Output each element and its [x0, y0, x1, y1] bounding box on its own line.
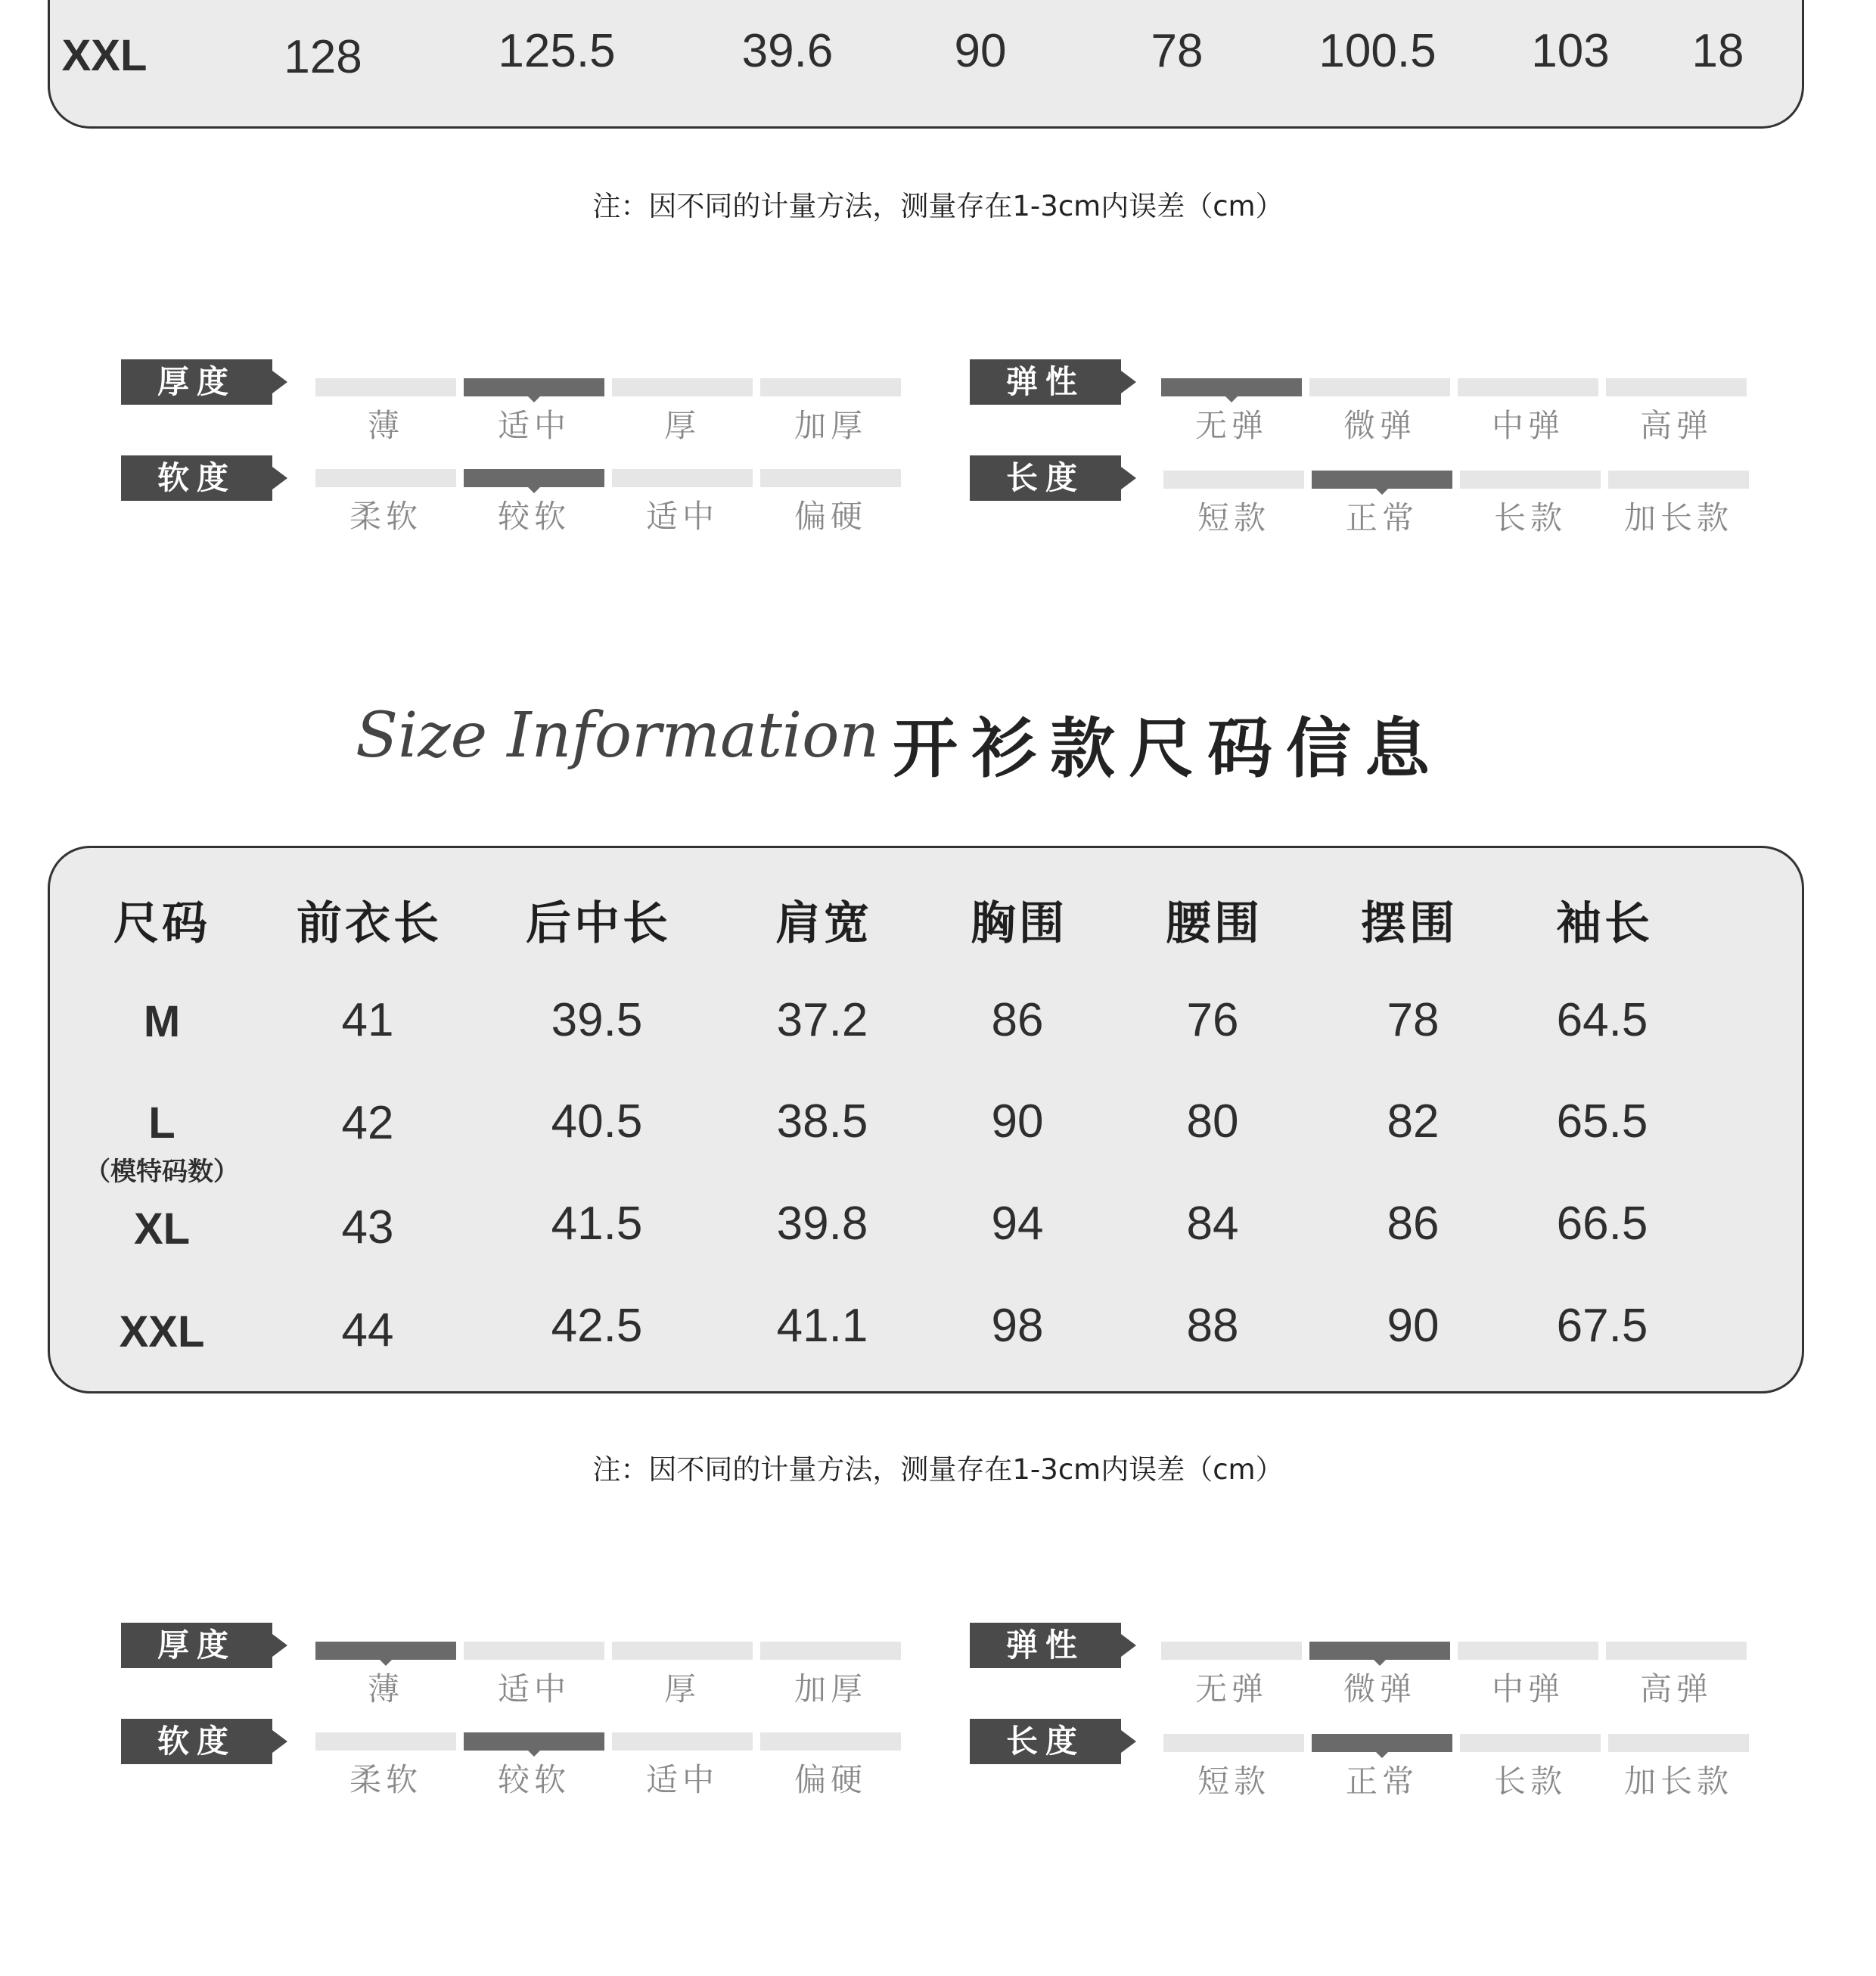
table-cell: 80	[1186, 1095, 1239, 1148]
thickness-option: 薄	[367, 407, 404, 444]
thickness-scale-segment	[464, 1642, 604, 1660]
length-tag: 长度	[970, 455, 1121, 501]
elasticity-option: 微弹	[1343, 407, 1416, 444]
thickness-scale-segment	[612, 378, 753, 396]
elasticity-option: 无弹	[1194, 1670, 1268, 1707]
elasticity-scale-segment	[1309, 378, 1450, 396]
measurement-note: 注：因不同的计量方法，测量存在1-3cm内误差（cm）	[592, 190, 1284, 222]
table-cell: 84	[1186, 1198, 1239, 1250]
table-cell: 64.5	[1556, 994, 1648, 1046]
table-cell: 40.5	[551, 1095, 643, 1148]
thickness-option: 薄	[367, 1670, 404, 1707]
softness-scale-segment	[760, 1732, 901, 1751]
section-title: 开衫款尺码信息	[893, 711, 1443, 787]
softness-option: 偏硬	[794, 1761, 867, 1798]
table-cell: 90	[991, 1095, 1044, 1148]
length-scale-segment	[1163, 471, 1304, 489]
length-option: 短款	[1197, 499, 1270, 536]
softness-option: 适中	[645, 498, 719, 535]
elasticity-scale-segment	[1606, 378, 1747, 396]
length-option: 加长款	[1623, 1763, 1733, 1800]
length-scale-segment	[1163, 1734, 1304, 1752]
column-header: 胸围	[971, 898, 1067, 949]
elasticity-scale-segment	[1458, 1642, 1598, 1660]
table-cell: 39.8	[776, 1198, 868, 1250]
table-cell: 88	[1186, 1300, 1239, 1352]
softness-option: 较软	[497, 1761, 570, 1798]
thickness-option: 加厚	[794, 407, 867, 444]
table-cell: 76	[1186, 994, 1239, 1046]
elasticity-scale-segment-selected	[1161, 378, 1302, 396]
softness-scale-segment	[760, 469, 901, 487]
table-cell: 65.5	[1556, 1095, 1648, 1148]
softness-option: 较软	[497, 498, 570, 535]
thickness-option: 加厚	[794, 1670, 867, 1707]
length-scale-segment	[1460, 471, 1601, 489]
column-header: 前衣长	[297, 898, 442, 949]
length-option: 正常	[1345, 499, 1418, 536]
elasticity-scale-segment-selected	[1309, 1642, 1450, 1660]
elasticity-option: 中弹	[1491, 407, 1564, 444]
column-header: 摆围	[1361, 898, 1458, 949]
table-cell: 98	[991, 1300, 1044, 1352]
thickness-scale-segment	[612, 1642, 753, 1660]
size-sublabel: （模特码数）	[85, 1157, 239, 1186]
softness-scale-segment-selected	[464, 469, 604, 487]
softness-scale-segment	[315, 469, 456, 487]
length-tag: 长度	[970, 1719, 1121, 1764]
table-cell: 67.5	[1556, 1300, 1648, 1352]
thickness-option: 适中	[497, 407, 570, 444]
table-cell: 128	[284, 31, 362, 83]
table-cell: 78	[1151, 25, 1204, 77]
table-cell: 18	[1691, 25, 1744, 77]
length-scale-segment	[1608, 471, 1749, 489]
table-cell: 41.1	[776, 1300, 868, 1352]
table-cell: 41.5	[551, 1198, 643, 1250]
table-cell: 125.5	[498, 25, 616, 77]
elasticity-scale-segment	[1458, 378, 1598, 396]
table-cell: 90	[1387, 1300, 1440, 1352]
table-cell: 38.5	[776, 1095, 868, 1148]
softness-option: 偏硬	[794, 498, 867, 535]
table-cell: 44	[341, 1304, 394, 1356]
measurement-note: 注：因不同的计量方法，测量存在1-3cm内误差（cm）	[592, 1453, 1284, 1486]
table-cell: 103	[1531, 25, 1610, 77]
table-cell: 78	[1387, 994, 1440, 1046]
table-cell: 100.5	[1318, 25, 1437, 77]
length-option: 长款	[1493, 499, 1567, 536]
table-cell: 90	[954, 25, 1007, 77]
previous-size-table	[48, 0, 1804, 129]
softness-option: 柔软	[349, 1761, 422, 1798]
elasticity-option: 中弹	[1491, 1670, 1564, 1707]
table-cell: 66.5	[1556, 1198, 1648, 1250]
elasticity-tag: 弹性	[970, 1623, 1121, 1668]
column-header: 后中长	[526, 898, 671, 949]
thickness-scale-segment-selected	[464, 378, 604, 396]
table-cell: 43	[341, 1201, 394, 1254]
column-header: 袖长	[1556, 898, 1653, 949]
length-option: 长款	[1493, 1763, 1567, 1800]
length-option: 正常	[1345, 1763, 1418, 1800]
length-scale-segment-selected	[1312, 1734, 1452, 1752]
table-cell: 86	[991, 994, 1044, 1046]
script-title: Size Information	[356, 700, 880, 772]
table-cell: 94	[991, 1198, 1044, 1250]
length-scale-segment	[1460, 1734, 1601, 1752]
thickness-scale-segment	[760, 378, 901, 396]
thickness-option: 厚	[663, 1670, 700, 1707]
softness-tag: 软度	[121, 455, 272, 501]
elasticity-option: 高弹	[1639, 1670, 1713, 1707]
table-cell: 41	[341, 994, 394, 1046]
thickness-option: 厚	[663, 407, 700, 444]
table-cell: 37.2	[776, 994, 868, 1046]
softness-scale-segment	[315, 1732, 456, 1751]
column-header: 尺码	[113, 898, 210, 949]
length-scale-segment-selected	[1312, 471, 1452, 489]
softness-scale-segment	[612, 1732, 753, 1751]
softness-scale-segment-selected	[464, 1732, 604, 1751]
elasticity-tag: 弹性	[970, 359, 1121, 405]
table-cell: 86	[1387, 1198, 1440, 1250]
table-cell: 82	[1387, 1095, 1440, 1148]
elasticity-option: 微弹	[1343, 1670, 1416, 1707]
softness-option: 柔软	[349, 498, 422, 535]
elasticity-scale-segment	[1161, 1642, 1302, 1660]
thickness-scale-segment	[315, 378, 456, 396]
thickness-scale-segment	[760, 1642, 901, 1660]
softness-scale-segment	[612, 469, 753, 487]
table-cell: 39.5	[551, 994, 643, 1046]
table-cell: XXL	[61, 31, 148, 80]
size-label: XL	[133, 1204, 191, 1254]
table-cell: 42	[341, 1097, 394, 1149]
elasticity-option: 无弹	[1194, 407, 1268, 444]
size-label: XXL	[119, 1307, 205, 1356]
size-table	[48, 846, 1804, 1393]
column-header: 肩宽	[775, 898, 872, 949]
softness-option: 适中	[645, 1761, 719, 1798]
elasticity-scale-segment	[1606, 1642, 1747, 1660]
length-option: 短款	[1197, 1763, 1270, 1800]
size-label: L	[148, 1098, 175, 1148]
table-cell: 42.5	[551, 1300, 643, 1352]
elasticity-option: 高弹	[1639, 407, 1713, 444]
thickness-tag: 厚度	[121, 1623, 272, 1668]
column-header: 腰围	[1166, 898, 1263, 949]
softness-tag: 软度	[121, 1719, 272, 1764]
thickness-option: 适中	[497, 1670, 570, 1707]
thickness-scale-segment-selected	[315, 1642, 456, 1660]
thickness-tag: 厚度	[121, 359, 272, 405]
length-option: 加长款	[1623, 499, 1733, 536]
length-scale-segment	[1608, 1734, 1749, 1752]
size-label: M	[143, 997, 181, 1046]
table-cell: 39.6	[741, 25, 834, 77]
